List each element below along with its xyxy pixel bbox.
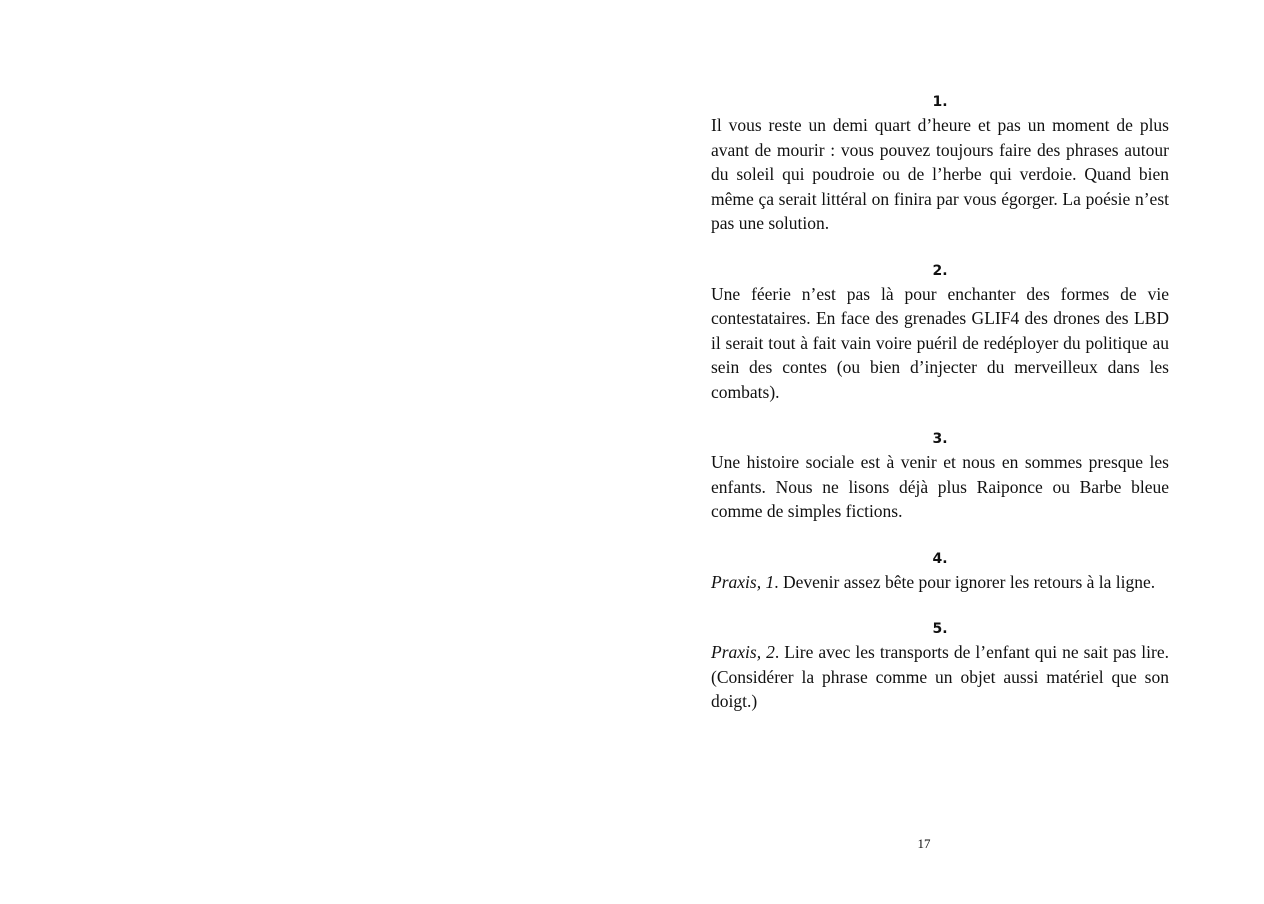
section-gap	[711, 524, 1169, 548]
section-3	[711, 428, 1169, 524]
section-text	[711, 450, 1169, 524]
section-number: 5.	[932, 621, 948, 637]
section-body-text: Une histoire sociale est à venir et nous en sommes presque les enfants. Nous ne lisons déjà plus Raiponce ou Barbe bleue comme de simples fictions.	[711, 452, 1169, 521]
section-text	[711, 282, 1169, 405]
right-page	[632, 0, 1264, 904]
section-number: 3.	[932, 431, 948, 447]
section-4	[711, 548, 1169, 595]
section-body-text: Il vous reste un demi quart d’heure et pas un moment de plus avant de mourir : vous pouvez toujours faire des phrases autour du soleil qui poudroie ou de l’herbe qui verdoie. Quand bien même ça serait littéral on finira par vous égorger. La poésie n’est pas une solution.	[711, 115, 1169, 233]
section-text	[711, 570, 1169, 595]
page-text	[711, 91, 1169, 714]
section-number: 1.	[932, 94, 948, 110]
section-gap	[711, 594, 1169, 618]
section-body-text: . Devenir assez bête pour ignorer les retours à la ligne.	[774, 571, 1156, 592]
section-number: 4.	[932, 550, 948, 567]
section-5	[711, 618, 1169, 714]
section-body-text: . Lire avec les transports de l’enfant qui ne sait pas lire. (Considérer la phrase comme un objet aussi matériel que son doigt.)	[711, 642, 1169, 711]
section-gap	[711, 236, 1169, 260]
section-gap	[711, 404, 1169, 428]
section-text	[711, 640, 1169, 714]
section-2	[711, 260, 1169, 405]
page-number: 17	[917, 836, 931, 851]
section-1	[711, 91, 1169, 236]
section-number: 2.	[932, 262, 948, 279]
praxis-label: Praxis, 1	[711, 571, 775, 592]
section-body-text: Une féerie n’est pas là pour enchanter des formes de vie contestataires. En face des grenades GLIF4 des drones des LBD il serait tout à fait vain voire puéril de redéployer du politique au sein des contes (ou bien d’injecter du merveilleux dans les combats).	[711, 283, 1169, 402]
praxis-label: Praxis, 2	[711, 642, 775, 662]
section-text	[711, 113, 1169, 236]
